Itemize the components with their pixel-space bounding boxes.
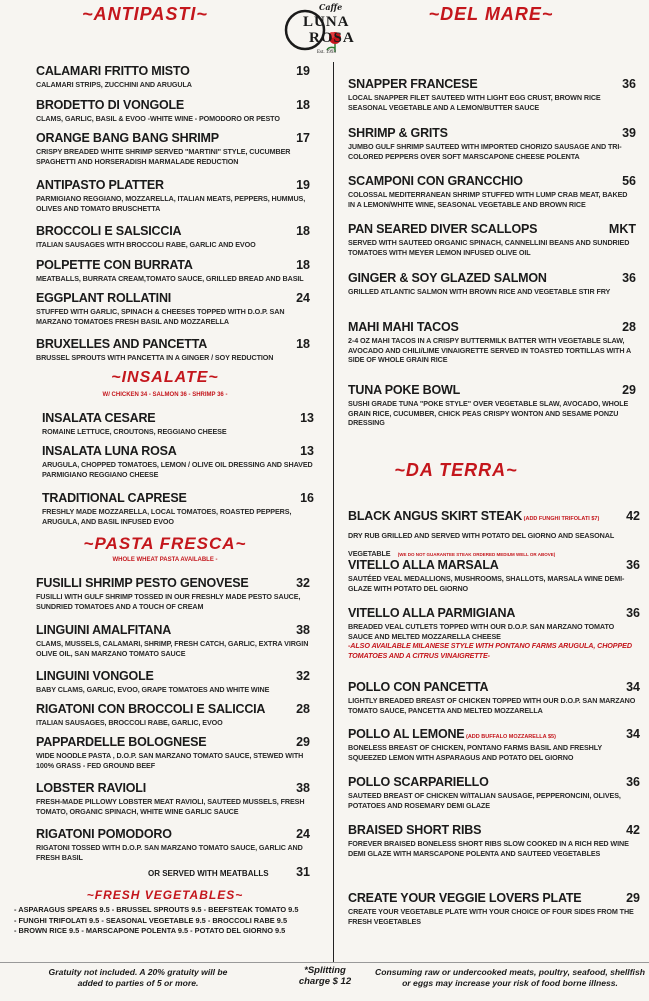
item-name: BLACK ANGUS SKIRT STEAK bbox=[348, 509, 523, 523]
item-price: 34 bbox=[626, 680, 640, 694]
item-description: SUSHI GRADE TUNA "POKE STYLE" OVER VEGETABLE SLAW, AVOCADO, WHOLE GRAIN RICE, CUCUMBER, CHICK PEAS CRISPY WONTON AND SESAME PONZU DRESSING bbox=[348, 399, 629, 428]
item-name: LOBSTER RAVIOLI bbox=[36, 781, 146, 795]
item-description: SAUTEED BREAST OF CHICKEN W/ITALIAN SAUSAGE, PEPPERONCINI, OLIVES, POTATOES AND ROSEMARY DEMI GLAZE bbox=[348, 791, 621, 810]
item-price: 29 bbox=[622, 383, 636, 397]
item-name: BRODETTO DI VONGOLE bbox=[36, 98, 185, 112]
item-price: 19 bbox=[296, 64, 310, 78]
item-price: MKT bbox=[608, 222, 636, 236]
item-price: 42 bbox=[626, 509, 640, 523]
luna-rosa-logo bbox=[283, 0, 363, 60]
item-addon: (ADD BUFFALO MOZZARELLA $5) bbox=[464, 734, 556, 740]
item-description: FRESHLY MADE MOZZARELLA, LOCAL TOMATOES, ROASTED PEPPERS, ARUGULA, AND BASIL INFUSED EVOO bbox=[42, 507, 292, 526]
item-description: JUMBO GULF SHRIMP SAUTEED WITH IMPORTED CHORIZO SAUSAGE AND TRI-COLORED PEPPERS OVER SOFT MARSCAPONE CHEESE POLENTA bbox=[348, 142, 622, 161]
menu-item-fusilli-shrimp-pesto-genovese bbox=[36, 574, 310, 611]
item-price: 36 bbox=[622, 271, 636, 285]
da-terra-title: ~DA TERRA~ bbox=[394, 460, 518, 480]
item-price: 18 bbox=[296, 224, 310, 238]
item-description: ARUGULA, CHOPPED TOMATOES, LEMON / OLIVE OIL DRESSING AND SHAVED PARMIGIANO REGGIANO CHEESE bbox=[42, 460, 313, 479]
item-description: BRUSSEL SPROUTS WITH PANCETTA IN A GINGER / SOY REDUCTION bbox=[36, 353, 274, 362]
item-price: 24 bbox=[296, 827, 310, 841]
extra-bold: MILANESE bbox=[412, 641, 449, 651]
menu-item-rigatoni-pomodoro bbox=[36, 825, 310, 862]
item-addon: (ADD FUNGHI TRIFOLATI $7) bbox=[522, 516, 600, 522]
del-mare-title: ~DEL MARE~ bbox=[428, 4, 554, 24]
item-name: CALAMARI FRITTO MISTO bbox=[36, 64, 190, 78]
item-description: FOREVER BRAISED BONELESS SHORT RIBS SLOW COOKED IN A RICH RED WINE DEMI GLAZE WITH MARSCAPONE POLENTA AND SAUTEED VEGETABLES bbox=[348, 839, 629, 858]
item-price: 18 bbox=[296, 258, 310, 272]
item-name: CREATE YOUR VEGGIE LOVERS PLATE bbox=[348, 891, 582, 905]
item-price: 36 bbox=[626, 558, 640, 572]
menu-item-vitello-alla-marsala bbox=[348, 556, 640, 593]
item-price: 28 bbox=[622, 320, 636, 334]
menu-item-linguini-vongole bbox=[36, 667, 310, 695]
item-name: VITELLO ALLA PARMIGIANA bbox=[348, 606, 516, 620]
vegetables-list bbox=[14, 905, 326, 937]
item-description: SERVED WITH SAUTEED ORGANIC SPINACH, CANNELLINI BEANS AND SUNDRIED TOMATOES WITH MEYER LEMON INFUSED OLIVE OIL bbox=[348, 238, 630, 257]
menu-item-polpette-con-burrata bbox=[36, 256, 310, 284]
logo-line1: LUNA bbox=[303, 14, 350, 30]
item-description: FRESH-MADE PILLOWY LOBSTER MEAT RAVIOLI, SAUTEED MUSSELS, FRESH TOMATO, ORGANIC SPINACH, WHITE WINE GARLIC SAUCE bbox=[36, 797, 305, 816]
menu-item-insalata-cesare bbox=[42, 409, 314, 437]
item-price: 36 bbox=[626, 775, 640, 789]
item-price: 36 bbox=[626, 606, 640, 620]
pomodoro-extra-price: 31 bbox=[296, 865, 310, 879]
splitting-charge: *Splitting charge $ 12 bbox=[298, 965, 352, 987]
item-name: ANTIPASTO PLATTER bbox=[36, 178, 164, 192]
item-description: WIDE NOODLE PASTA , D.O.P. SAN MARZANO TOMATO SAUCE, STEWED WITH 100% GRASS - FED GROUND BEEF bbox=[36, 751, 304, 770]
item-description: CALAMARI STRIPS, ZUCCHINI AND ARUGULA bbox=[36, 80, 192, 89]
item-price: 29 bbox=[626, 891, 640, 905]
vegetables-title: ~FRESH VEGETABLES~ bbox=[86, 888, 244, 902]
menu-item-eggplant-rollatini bbox=[36, 289, 310, 326]
item-price: 29 bbox=[296, 735, 310, 749]
menu-item-create-your-veggie-lovers-plate bbox=[348, 889, 640, 926]
item-name: MAHI MAHI TACOS bbox=[348, 320, 459, 334]
item-price: 18 bbox=[296, 337, 310, 351]
logo-line2: ROSA bbox=[309, 30, 355, 46]
item-name: ORANGE BANG BANG SHRIMP bbox=[36, 131, 219, 145]
item-description: 2-4 OZ MAHI TACOS IN A CRISPY BUTTERMILK BATTER WITH VEGETABLE SLAW, AVOCADO AND CHILI/LIME VINAIGRETTE SERVED IN TOASTED TORTILLAS WITH A SIDE OF WHOLE GRAIN RICE bbox=[348, 336, 631, 365]
item-description: FUSILLI WITH GULF SHRIMP TOSSED IN OUR FRESHLY MADE PESTO SAUCE, SUNDRIED TOMATOES AND A TOUCH OF CREAM bbox=[36, 592, 301, 611]
food-warning: Consuming raw or undercooked meats, poultry, seafood, shellfish or eggs may increase your risk of food borne illness. bbox=[375, 967, 645, 988]
item-description: GRILLED ATLANTIC SALMON WITH BROWN RICE AND VEGETABLE STIR FRY bbox=[348, 287, 611, 296]
item-name: GINGER & SOY GLAZED SALMON bbox=[348, 271, 547, 285]
item-description: BONELESS BREAST OF CHICKEN, PONTANO FARMS BASIL AND FRESHLY SQUEEZED LEMON WITH ASPARAGUS AND POTATO DEL GIORNO bbox=[348, 743, 602, 762]
item-description: DRY RUB GRILLED AND SERVED WITH POTATO DEL GIORNO AND SEASONAL VEGETABLE bbox=[348, 531, 615, 558]
item-description: RIGATONI TOSSED WITH D.O.P. SAN MARZANO TOMATO SAUCE, GARLIC AND FRESH BASIL bbox=[36, 843, 303, 862]
item-description: PARMIGIANO REGGIANO, MOZZARELLA, ITALIAN MEATS, PEPPERS, HUMMUS, OLIVES AND TOMATO BRUSCHETTA bbox=[36, 194, 306, 213]
item-name: PAN SEARED DIVER SCALLOPS bbox=[348, 222, 538, 236]
item-name: RIGATONI POMODORO bbox=[36, 827, 172, 841]
item-name: LINGUINI AMALFITANA bbox=[36, 623, 172, 637]
veg-line: - FUNGHI TRIFOLATI 9.5 - SEASONAL VEGETABLE 9.5 - BROCCOLI RABE 9.5 bbox=[14, 915, 288, 925]
footer bbox=[0, 962, 649, 1001]
item-description: STUFFED WITH GARLIC, SPINACH & CHEESES TOPPED WITH D.O.P. SAN MARZANO TOMATOES FRESH BASIL AND MOZZARELLA bbox=[36, 307, 285, 326]
item-name: BRUXELLES AND PANCETTA bbox=[36, 337, 208, 351]
pomodoro-meatballs-option bbox=[148, 865, 310, 879]
item-name: EGGPLANT ROLLATINI bbox=[36, 291, 172, 305]
item-name: RIGATONI CON BROCCOLI E SALICCIA bbox=[36, 702, 266, 716]
veg-line: - BROWN RICE 9.5 - MARSCAPONE POLENTA 9.5 - POTATO DEL GIORNO 9.5 bbox=[14, 926, 286, 935]
menu-item-tuna-poke-bowl bbox=[348, 381, 636, 428]
pomodoro-extra-text: OR SERVED WITH MEATBALLS bbox=[148, 869, 269, 878]
menu-item-braised-short-ribs bbox=[348, 821, 640, 858]
menu-item-vitello-alla-parmigiana bbox=[348, 604, 640, 660]
item-price: 34 bbox=[626, 727, 640, 741]
item-name: FUSILLI SHRIMP PESTO GENOVESE bbox=[36, 576, 249, 590]
logo-est: Est. 1993 bbox=[317, 50, 336, 55]
item-name: TRADITIONAL CAPRESE bbox=[42, 491, 187, 505]
item-description: COLOSSAL MEDITERRANEAN SHRIMP STUFFED WITH LUMP CRAB MEAT, BAKED IN A LEMON/WHITE WINE, SEASONAL VEGETABLE AND BROWN RICE bbox=[348, 190, 628, 209]
menu-item-pollo-con-pancetta bbox=[348, 678, 640, 715]
item-extra-option bbox=[348, 641, 640, 660]
item-description: ROMAINE LETTUCE, CROUTONS, REGGIANO CHEESE bbox=[42, 427, 227, 436]
item-name: BRAISED SHORT RIBS bbox=[348, 823, 482, 837]
item-price: 36 bbox=[622, 77, 636, 91]
menu-item-mahi-mahi-tacos bbox=[348, 318, 636, 365]
menu-item-orange-bang-bang-shrimp bbox=[36, 129, 310, 166]
item-price: 13 bbox=[300, 444, 314, 458]
menu-item-lobster-ravioli bbox=[36, 779, 310, 816]
item-name: BROCCOLI E SALSICCIA bbox=[36, 224, 182, 238]
item-price: 38 bbox=[296, 623, 310, 637]
menu-item-pollo-al-lemone bbox=[348, 725, 640, 762]
menu-item-pappardelle-bolognese bbox=[36, 733, 310, 770]
menu-item-rigatoni-con-broccoli-e-saliccia bbox=[36, 700, 310, 728]
item-description: MEATBALLS, BURRATA CREAM,TOMATO SAUCE, GRILLED BREAD AND BASIL bbox=[36, 274, 304, 283]
item-description: BABY CLAMS, GARLIC, EVOO, GRAPE TOMATOES AND WHITE WINE bbox=[36, 685, 270, 694]
item-price: 13 bbox=[300, 411, 314, 425]
item-description: LIGHTLY BREADED BREAST OF CHICKEN TOPPED WITH OUR D.O.P. SAN MARZANO TOMATO SAUCE, PANCETTA AND MELTED MOZZARELLA bbox=[348, 696, 636, 715]
item-note: (WE DO NOT GUARANTEE STEAK ORDERED MEDIUM WELL OR ABOVE) bbox=[396, 552, 556, 557]
item-name: LINGUINI VONGOLE bbox=[36, 669, 154, 683]
item-name: INSALATA CESARE bbox=[42, 411, 156, 425]
veg-line: - ASPARAGUS SPEARS 9.5 - BRUSSEL SPROUTS 9.5 - BEEFSTEAK TOMATO 9.5 bbox=[14, 905, 299, 914]
item-name: SHRIMP & GRITS bbox=[348, 126, 448, 140]
item-price: 16 bbox=[300, 491, 314, 505]
logo-script: Caffe bbox=[319, 2, 343, 12]
item-price: 28 bbox=[296, 702, 310, 716]
item-name: POLLO SCARPARIELLO bbox=[348, 775, 489, 789]
item-price: 17 bbox=[296, 131, 310, 145]
item-description: ITALIAN SAUSAGES WITH BROCCOLI RABE, GARLIC AND EVOO bbox=[36, 240, 256, 249]
insalate-note: W/ CHICKEN 34 - SALMON 36 - SHRIMP 36 - bbox=[102, 392, 228, 398]
item-price: 32 bbox=[296, 669, 310, 683]
menu-item-insalata-luna-rosa bbox=[42, 442, 314, 479]
menu-item-scamponi-con-grancchio bbox=[348, 172, 636, 209]
menu-item-broccoli-e-salsiccia bbox=[36, 222, 310, 250]
menu-item-shrimp-grits bbox=[348, 124, 636, 161]
menu-item-linguini-amalfitana bbox=[36, 621, 310, 658]
item-description: LOCAL SNAPPER FILET SAUTEED WITH LIGHT EGG CRUST, BROWN RICE SEASONAL VEGETABLE AND A LEMON/BUTTER SAUCE bbox=[348, 93, 601, 112]
item-description: CLAMS, GARLIC, BASIL & EVOO -WHITE WINE - POMODORO OR PESTO bbox=[36, 114, 280, 123]
item-name: VITELLO ALLA MARSALA bbox=[348, 558, 499, 572]
menu-item-pan-seared-diver-scallops bbox=[348, 220, 636, 257]
item-description: SAUTÉED VEAL MEDALLIONS, MUSHROOMS, SHALLOTS, MARSALA WINE DEMI-GLAZE WITH POTATO DEL GIORNO bbox=[348, 574, 625, 593]
item-name: SCAMPONI CON GRANCCHIO bbox=[348, 174, 523, 188]
menu-item-black-angus-skirt-steak bbox=[348, 507, 640, 561]
item-name: SNAPPER FRANCESE bbox=[348, 77, 478, 91]
item-price: 56 bbox=[622, 174, 636, 188]
menu-item-brodetto-di-vongole bbox=[36, 96, 310, 124]
item-name: POLLO AL LEMONE bbox=[348, 727, 465, 741]
item-description: BREADED VEAL CUTLETS TOPPED WITH OUR D.O.P. SAN MARZANO TOMATO SAUCE AND MELTED MOZZARELLA CHEESE bbox=[348, 622, 615, 641]
menu-item-pollo-scarpariello bbox=[348, 773, 640, 810]
item-name: PAPPARDELLE BOLOGNESE bbox=[36, 735, 207, 749]
item-price: 18 bbox=[296, 98, 310, 112]
item-price: 39 bbox=[622, 126, 636, 140]
item-price: 38 bbox=[296, 781, 310, 795]
item-description: CREATE YOUR VEGETABLE PLATE WITH YOUR CHOICE OF FOUR SIDES FROM THE FRESH VEGETABLES bbox=[348, 907, 634, 926]
menu-item-ginger-soy-glazed-salmon bbox=[348, 269, 636, 297]
gratuity-notice: Gratuity not included. A 20% gratuity will be added to parties of 5 or more. bbox=[48, 967, 228, 988]
extra-post: STYLE WITH PONTANO FARMS ARUGULA, CHOPPED TOMATOES AND A CITRUS VINAIGRETTE- bbox=[348, 641, 632, 660]
item-name: INSALATA LUNA ROSA bbox=[42, 444, 177, 458]
item-price: 32 bbox=[296, 576, 310, 590]
item-price: 19 bbox=[296, 178, 310, 192]
antipasti-title: ~ANTIPASTI~ bbox=[82, 4, 208, 24]
item-name: POLPETTE CON BURRATA bbox=[36, 258, 193, 272]
pasta-note: WHOLE WHEAT PASTA AVAILABLE - bbox=[112, 557, 218, 563]
extra-pre: -ALSO AVAILABLE bbox=[348, 641, 413, 651]
item-price: 42 bbox=[626, 823, 640, 837]
item-description: ITALIAN SAUSAGES, BROCCOLI RABE, GARLIC, EVOO bbox=[36, 718, 223, 727]
menu-item-snapper-francese bbox=[348, 75, 636, 112]
item-description: CLAMS, MUSSELS, CALAMARI, SHRIMP, FRESH CATCH, GARLIC, EXTRA VIRGIN OLIVE OIL, SAN MARZANO TOMATO SAUCE bbox=[36, 639, 309, 658]
menu-item-traditional-caprese bbox=[42, 489, 314, 526]
menu-item-calamari-fritto-misto bbox=[36, 62, 310, 90]
menu-item-antipasto-platter bbox=[36, 176, 310, 213]
pasta-title: ~PASTA FRESCA~ bbox=[83, 534, 247, 553]
column-divider bbox=[333, 62, 334, 962]
menu-item-bruxelles-and-pancetta bbox=[36, 335, 310, 363]
insalate-title: ~INSALATE~ bbox=[111, 369, 219, 386]
item-name: TUNA POKE BOWL bbox=[348, 383, 461, 397]
item-price: 24 bbox=[296, 291, 310, 305]
item-description: CRISPY BREADED WHITE SHRIMP SERVED "MARTINI" STYLE, CUCUMBER SPAGHETTI AND HORSERADISH MARMALADE REDUCTION bbox=[36, 147, 291, 166]
item-name: POLLO CON PANCETTA bbox=[348, 680, 489, 694]
